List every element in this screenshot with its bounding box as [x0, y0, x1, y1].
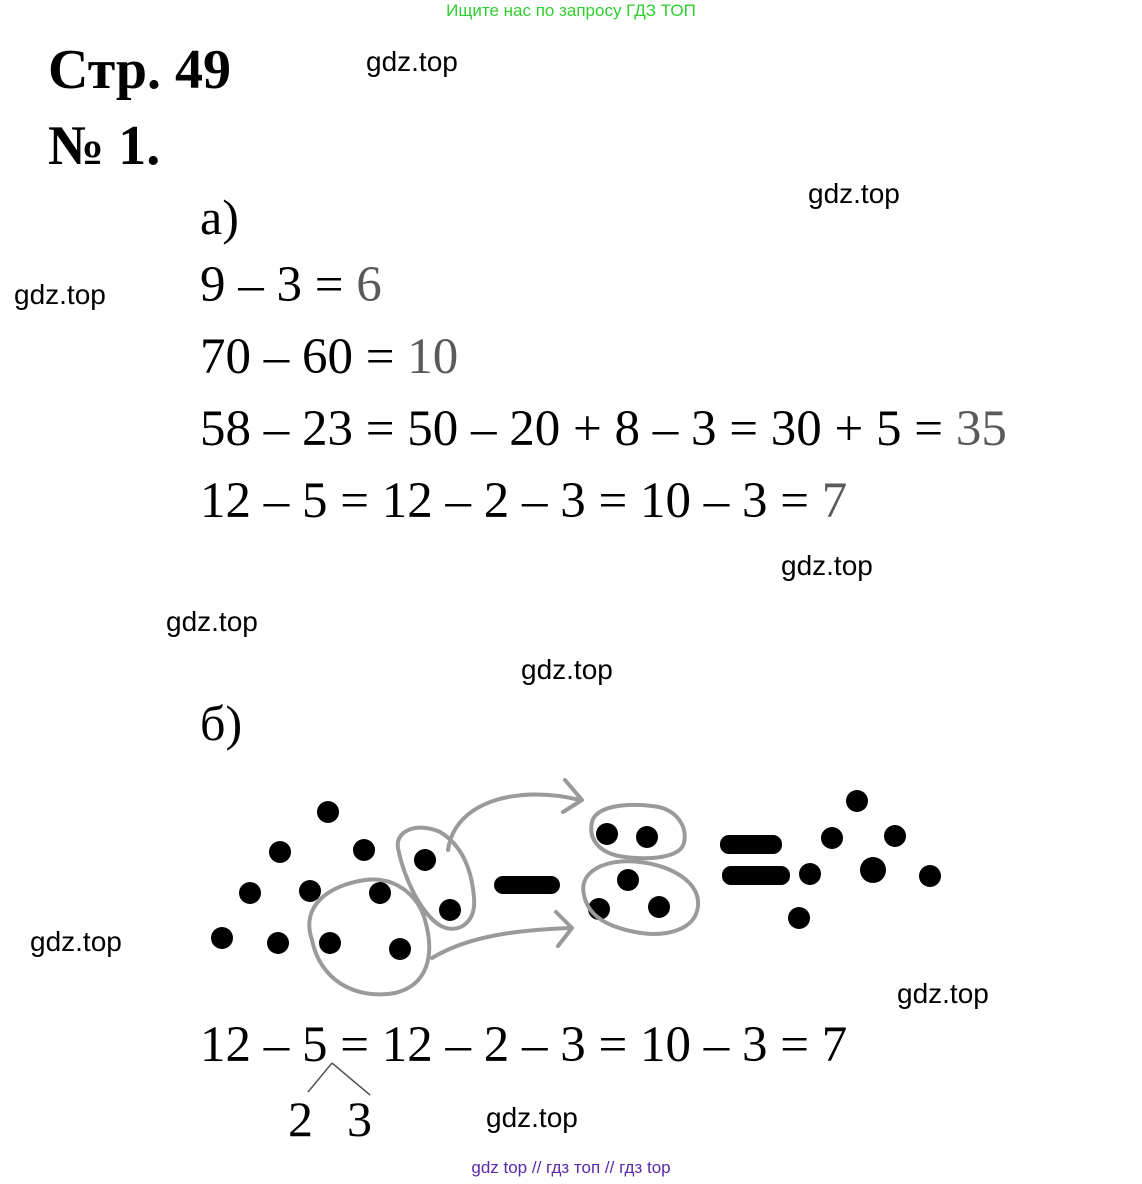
part-a-label: а): [200, 189, 239, 245]
footer-link[interactable]: гдз топ: [546, 1158, 601, 1177]
dot: [846, 790, 868, 812]
footer-link[interactable]: гдз top: [619, 1158, 671, 1177]
split-left: 2: [288, 1091, 313, 1147]
dot: [884, 825, 906, 847]
equation-expression: 9 – 3 =: [200, 257, 357, 313]
equation-expression: 70 – 60 =: [200, 329, 408, 385]
dot: [239, 882, 261, 904]
watermark: gdz.top: [166, 606, 258, 637]
equation-expression: 58 – 23 = 50 – 20 + 8 – 3 = 30 + 5 =: [200, 401, 956, 457]
watermark: gdz.top: [521, 654, 613, 685]
equation-answer: 7: [821, 473, 848, 529]
dot: [267, 932, 289, 954]
footer-links: [0, 1158, 1142, 1178]
top-banner[interactable]: Ищите нас по запросу ГДЗ ТОП: [446, 1, 696, 20]
watermark: gdz.top: [366, 46, 458, 77]
group-outline: [583, 861, 698, 934]
dot: [319, 932, 341, 954]
arrow: [432, 928, 570, 958]
dot: [211, 927, 233, 949]
dot: [617, 869, 639, 891]
dot: [299, 880, 321, 902]
dot: [799, 863, 821, 885]
watermark: gdz.top: [14, 279, 106, 310]
page-title: Стр. 49: [48, 39, 232, 101]
equation-answer: 6: [356, 257, 382, 313]
dot: [389, 938, 411, 960]
dot: [596, 823, 618, 845]
dot: [439, 899, 461, 921]
dot: [648, 896, 670, 918]
watermark: gdz.top: [486, 1102, 578, 1133]
dot: [636, 826, 658, 848]
part-b-label: б): [200, 695, 243, 751]
task-number: № 1.: [48, 115, 161, 177]
equation-expression: 12 – 5 = 12 – 2 – 3 = 10 – 3 =: [200, 473, 822, 529]
dot: [919, 865, 941, 887]
dot: [860, 857, 886, 883]
equation-answer: 10: [407, 329, 459, 385]
watermark: gdz.top: [897, 978, 989, 1009]
footer-link[interactable]: gdz top: [471, 1158, 528, 1177]
watermark: gdz.top: [808, 178, 900, 209]
dot: [414, 849, 436, 871]
watermark: gdz.top: [30, 926, 122, 957]
equals-sign: [720, 835, 782, 854]
split-right: 3: [347, 1091, 372, 1147]
equation-answer: 35: [955, 401, 1007, 457]
group-outline: [398, 828, 474, 929]
footer-separator: //: [531, 1158, 542, 1177]
equals-sign: [722, 866, 790, 885]
minus-sign: [494, 876, 560, 894]
equation-b: 12 – 5 = 12 – 2 – 3 = 10 – 3 = 7: [200, 1017, 848, 1073]
dot: [269, 841, 291, 863]
footer-separator: //: [604, 1158, 615, 1177]
watermark: gdz.top: [781, 550, 873, 581]
dot: [369, 882, 391, 904]
dot: [353, 839, 375, 861]
arrow: [448, 794, 580, 850]
dot: [821, 827, 843, 849]
dot: [317, 801, 339, 823]
dot: [788, 907, 810, 929]
